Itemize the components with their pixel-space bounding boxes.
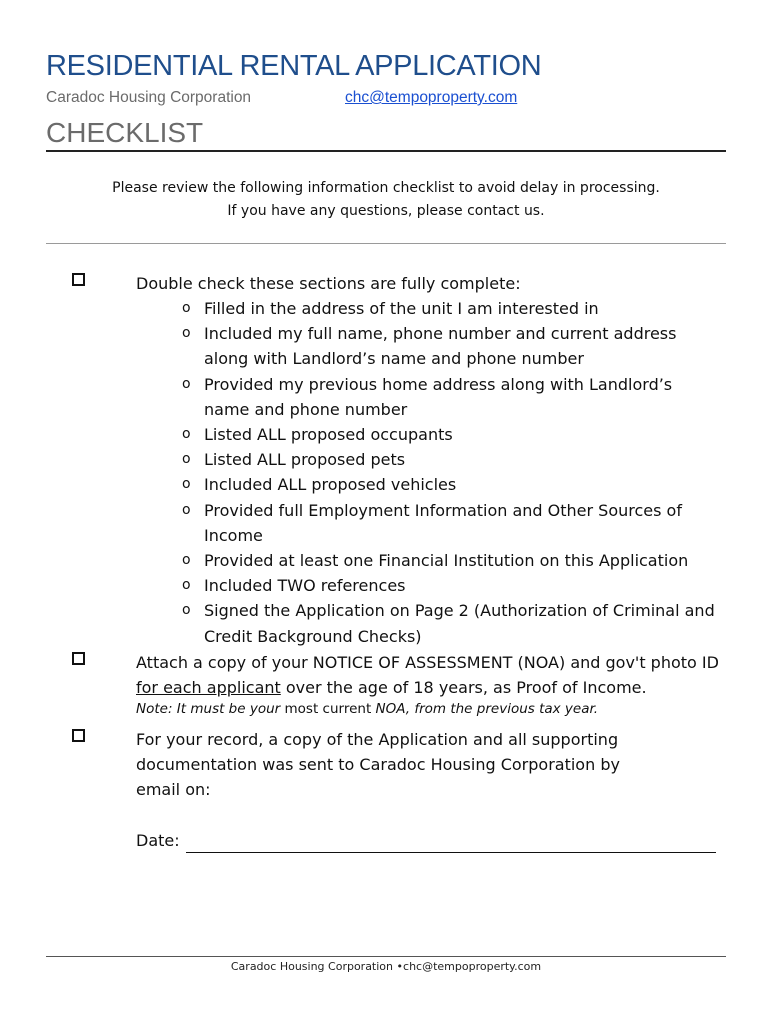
subitem-text: Listed ALL proposed occupants	[204, 425, 453, 445]
checklist-subitem	[136, 447, 716, 472]
item-2-text-a: Attach a copy of your NOTICE OF ASSESSMENT (NOA) and gov't photo ID	[136, 653, 719, 672]
checklist-subitem	[136, 472, 716, 497]
intro-text	[46, 177, 726, 222]
item-2-underlined: for each applicant	[136, 678, 281, 697]
checklist-item-2-text	[136, 650, 726, 700]
intro-line-1: Please review the following information checklist to avoid delay in processing.	[112, 180, 660, 196]
note-part-a: Note: It must be your	[136, 701, 281, 717]
subitem-text: Included TWO references	[204, 576, 406, 596]
checklist-subitem	[136, 321, 716, 371]
section-title: CHECKLIST	[46, 116, 726, 152]
checkbox-attach-noa[interactable]	[72, 652, 85, 665]
date-input-line[interactable]	[186, 834, 716, 853]
bullet-icon: o	[182, 426, 191, 443]
bullet-icon: o	[182, 552, 191, 569]
noa-note	[136, 701, 598, 717]
subitem-text: Provided my previous home address along with Landlord’s name and phone number	[204, 374, 673, 419]
footer-separator: •	[396, 960, 404, 973]
date-row	[136, 828, 716, 853]
checklist-subitem	[136, 548, 716, 573]
bullet-icon: o	[182, 501, 191, 518]
subitem-text: Provided full Employment Information and Other Sources of Income	[204, 500, 682, 545]
bullet-icon: o	[182, 577, 191, 594]
footer-divider	[46, 956, 726, 957]
document-title: RESIDENTIAL RENTAL APPLICATION	[46, 50, 542, 82]
checkbox-sections-complete[interactable]	[72, 273, 85, 286]
footer-organization: Caradoc Housing Corporation	[230, 960, 394, 973]
bullet-icon: o	[182, 602, 191, 619]
checklist-subitem	[136, 422, 716, 447]
note-part-b: most current	[280, 701, 376, 717]
note-part-c: NOA, from the previous tax year.	[375, 701, 599, 717]
checklist-subitem	[136, 598, 716, 648]
item-2-text-b: over the age of 18 years, as Proof of Income.	[280, 678, 647, 697]
checkbox-record-sent[interactable]	[72, 729, 85, 742]
subitem-text: Included ALL proposed vehicles	[204, 475, 457, 495]
checklist-subitem	[136, 573, 716, 598]
footer-email: chc@tempoproperty.com	[403, 960, 542, 973]
checklist-item-3-text: For your record, a copy of the Application and all supporting documentation was sent to Caradoc Housing Corporation by email on:	[136, 730, 620, 799]
subitem-text: Signed the Application on Page 2 (Authorization of Criminal and Credit Background Checks)	[204, 601, 715, 646]
footer	[46, 960, 726, 973]
bullet-icon: o	[182, 300, 191, 316]
subitem-text: Listed ALL proposed pets	[204, 450, 406, 470]
contact-email-link[interactable]: chc@tempoproperty.com	[345, 89, 518, 106]
checklist-subitems	[136, 296, 716, 649]
organization-name: Caradoc Housing Corporation	[46, 89, 252, 106]
checklist-subitem	[136, 372, 716, 422]
bullet-icon: o	[182, 451, 191, 468]
checklist-item-1-label: Double check these sections are fully complete:	[136, 274, 521, 293]
subitem-text: Included my full name, phone number and current address along with Landlord’s name and phone number	[204, 324, 677, 369]
date-label: Date:	[136, 831, 180, 850]
checklist-subitem	[136, 296, 716, 321]
bullet-icon: o	[182, 375, 191, 392]
intro-line-2: If you have any questions, please contact us.	[227, 202, 545, 219]
divider	[46, 243, 726, 244]
subitem-text: Filled in the address of the unit I am interested in	[204, 299, 599, 318]
subitem-text: Provided at least one Financial Institution on this Application	[204, 551, 689, 571]
bullet-icon: o	[182, 476, 191, 493]
checklist-subitem	[136, 498, 716, 548]
bullet-icon: o	[182, 325, 191, 342]
